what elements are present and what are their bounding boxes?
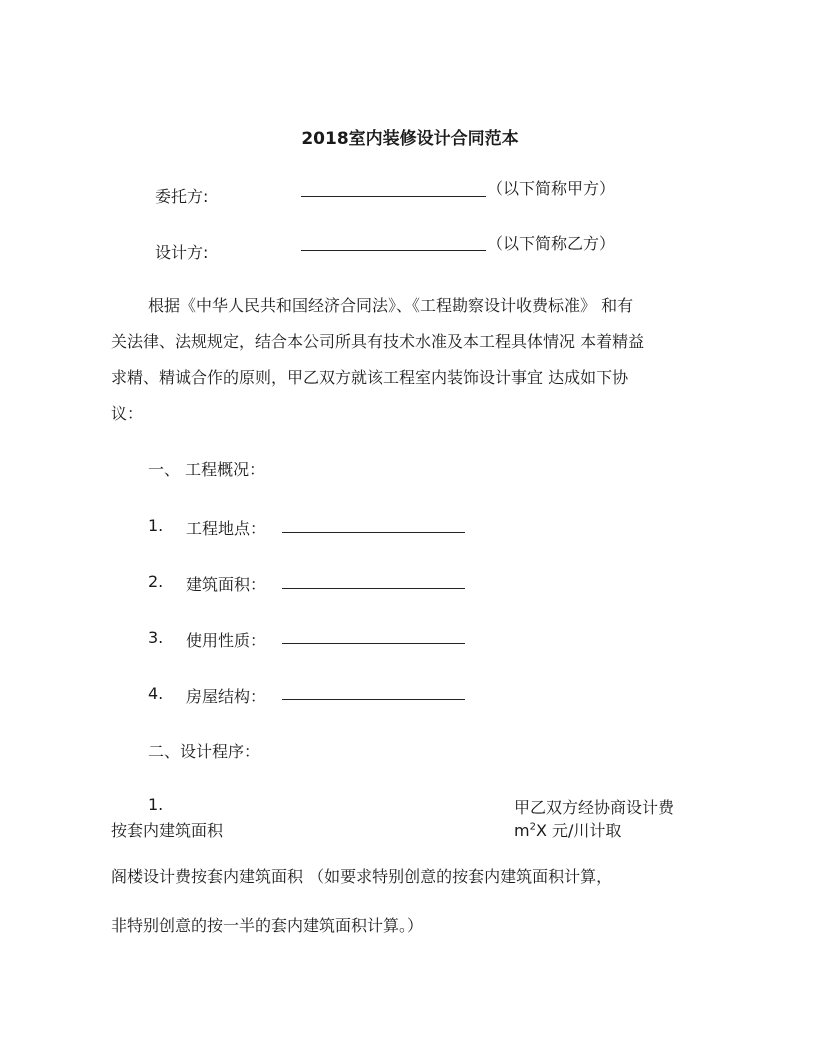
document-title: 2018室内装修设计合同范本 <box>301 129 519 149</box>
s2-item1-unit-text <box>514 818 621 841</box>
unit-rest: X 元/川计取 <box>535 821 622 840</box>
item1-blank-line <box>282 532 465 533</box>
item1-number: 1. <box>148 516 164 535</box>
unit-superscript: 2 <box>529 821 536 833</box>
attic-fee-line: 阁楼设计费按套内建筑面积 （如要求特别创意的按套内建筑面积计算， <box>111 867 613 886</box>
intro-line-3: 求精、精诚合作的原则，甲乙双方就该工程室内装饰设计事宜 达成如下协 <box>111 368 629 387</box>
intro-line-2: 关法律、法规规定，结合本公司所具有技术水准及本工程具体情况 本着精益 <box>111 332 645 351</box>
item4-number: 4. <box>148 684 164 703</box>
intro-paragraph <box>111 288 721 432</box>
item2-blank-line <box>282 588 465 589</box>
client-note: （以下简称甲方） <box>487 179 616 198</box>
client-blank-line <box>301 196 486 197</box>
designer-note: （以下简称乙方） <box>487 234 616 253</box>
s2-item1-right-text: 甲乙双方经协商设计费 <box>514 798 675 817</box>
unit-m: m <box>514 821 530 840</box>
item4-label: 房屋结构： <box>186 687 267 706</box>
s2-item1-number: 1. <box>148 795 164 814</box>
item3-number: 3. <box>148 628 164 647</box>
intro-line-1: 根据《中华人民共和国经济合同法》、《工程勘察设计收费标准》 和有 <box>148 296 634 315</box>
item2-number: 2. <box>148 572 164 591</box>
item3-blank-line <box>282 643 465 644</box>
designer-blank-line <box>301 250 486 251</box>
non-creative-line: 非特别创意的按一半的套内建筑面积计算。） <box>111 916 424 935</box>
intro-line-4: 议： <box>111 404 144 423</box>
section1-heading: 一、 工程概况： <box>148 460 266 479</box>
s2-item1-left-text: 按套内建筑面积 <box>111 821 224 840</box>
client-label: 委托方: <box>155 187 209 206</box>
designer-label: 设计方: <box>155 243 209 262</box>
section2-heading: 二、设计程序： <box>148 742 261 761</box>
item2-label: 建筑面积： <box>186 575 267 594</box>
item4-blank-line <box>282 699 465 700</box>
item3-label: 使用性质： <box>186 631 267 650</box>
item1-label: 工程地点： <box>186 519 267 538</box>
